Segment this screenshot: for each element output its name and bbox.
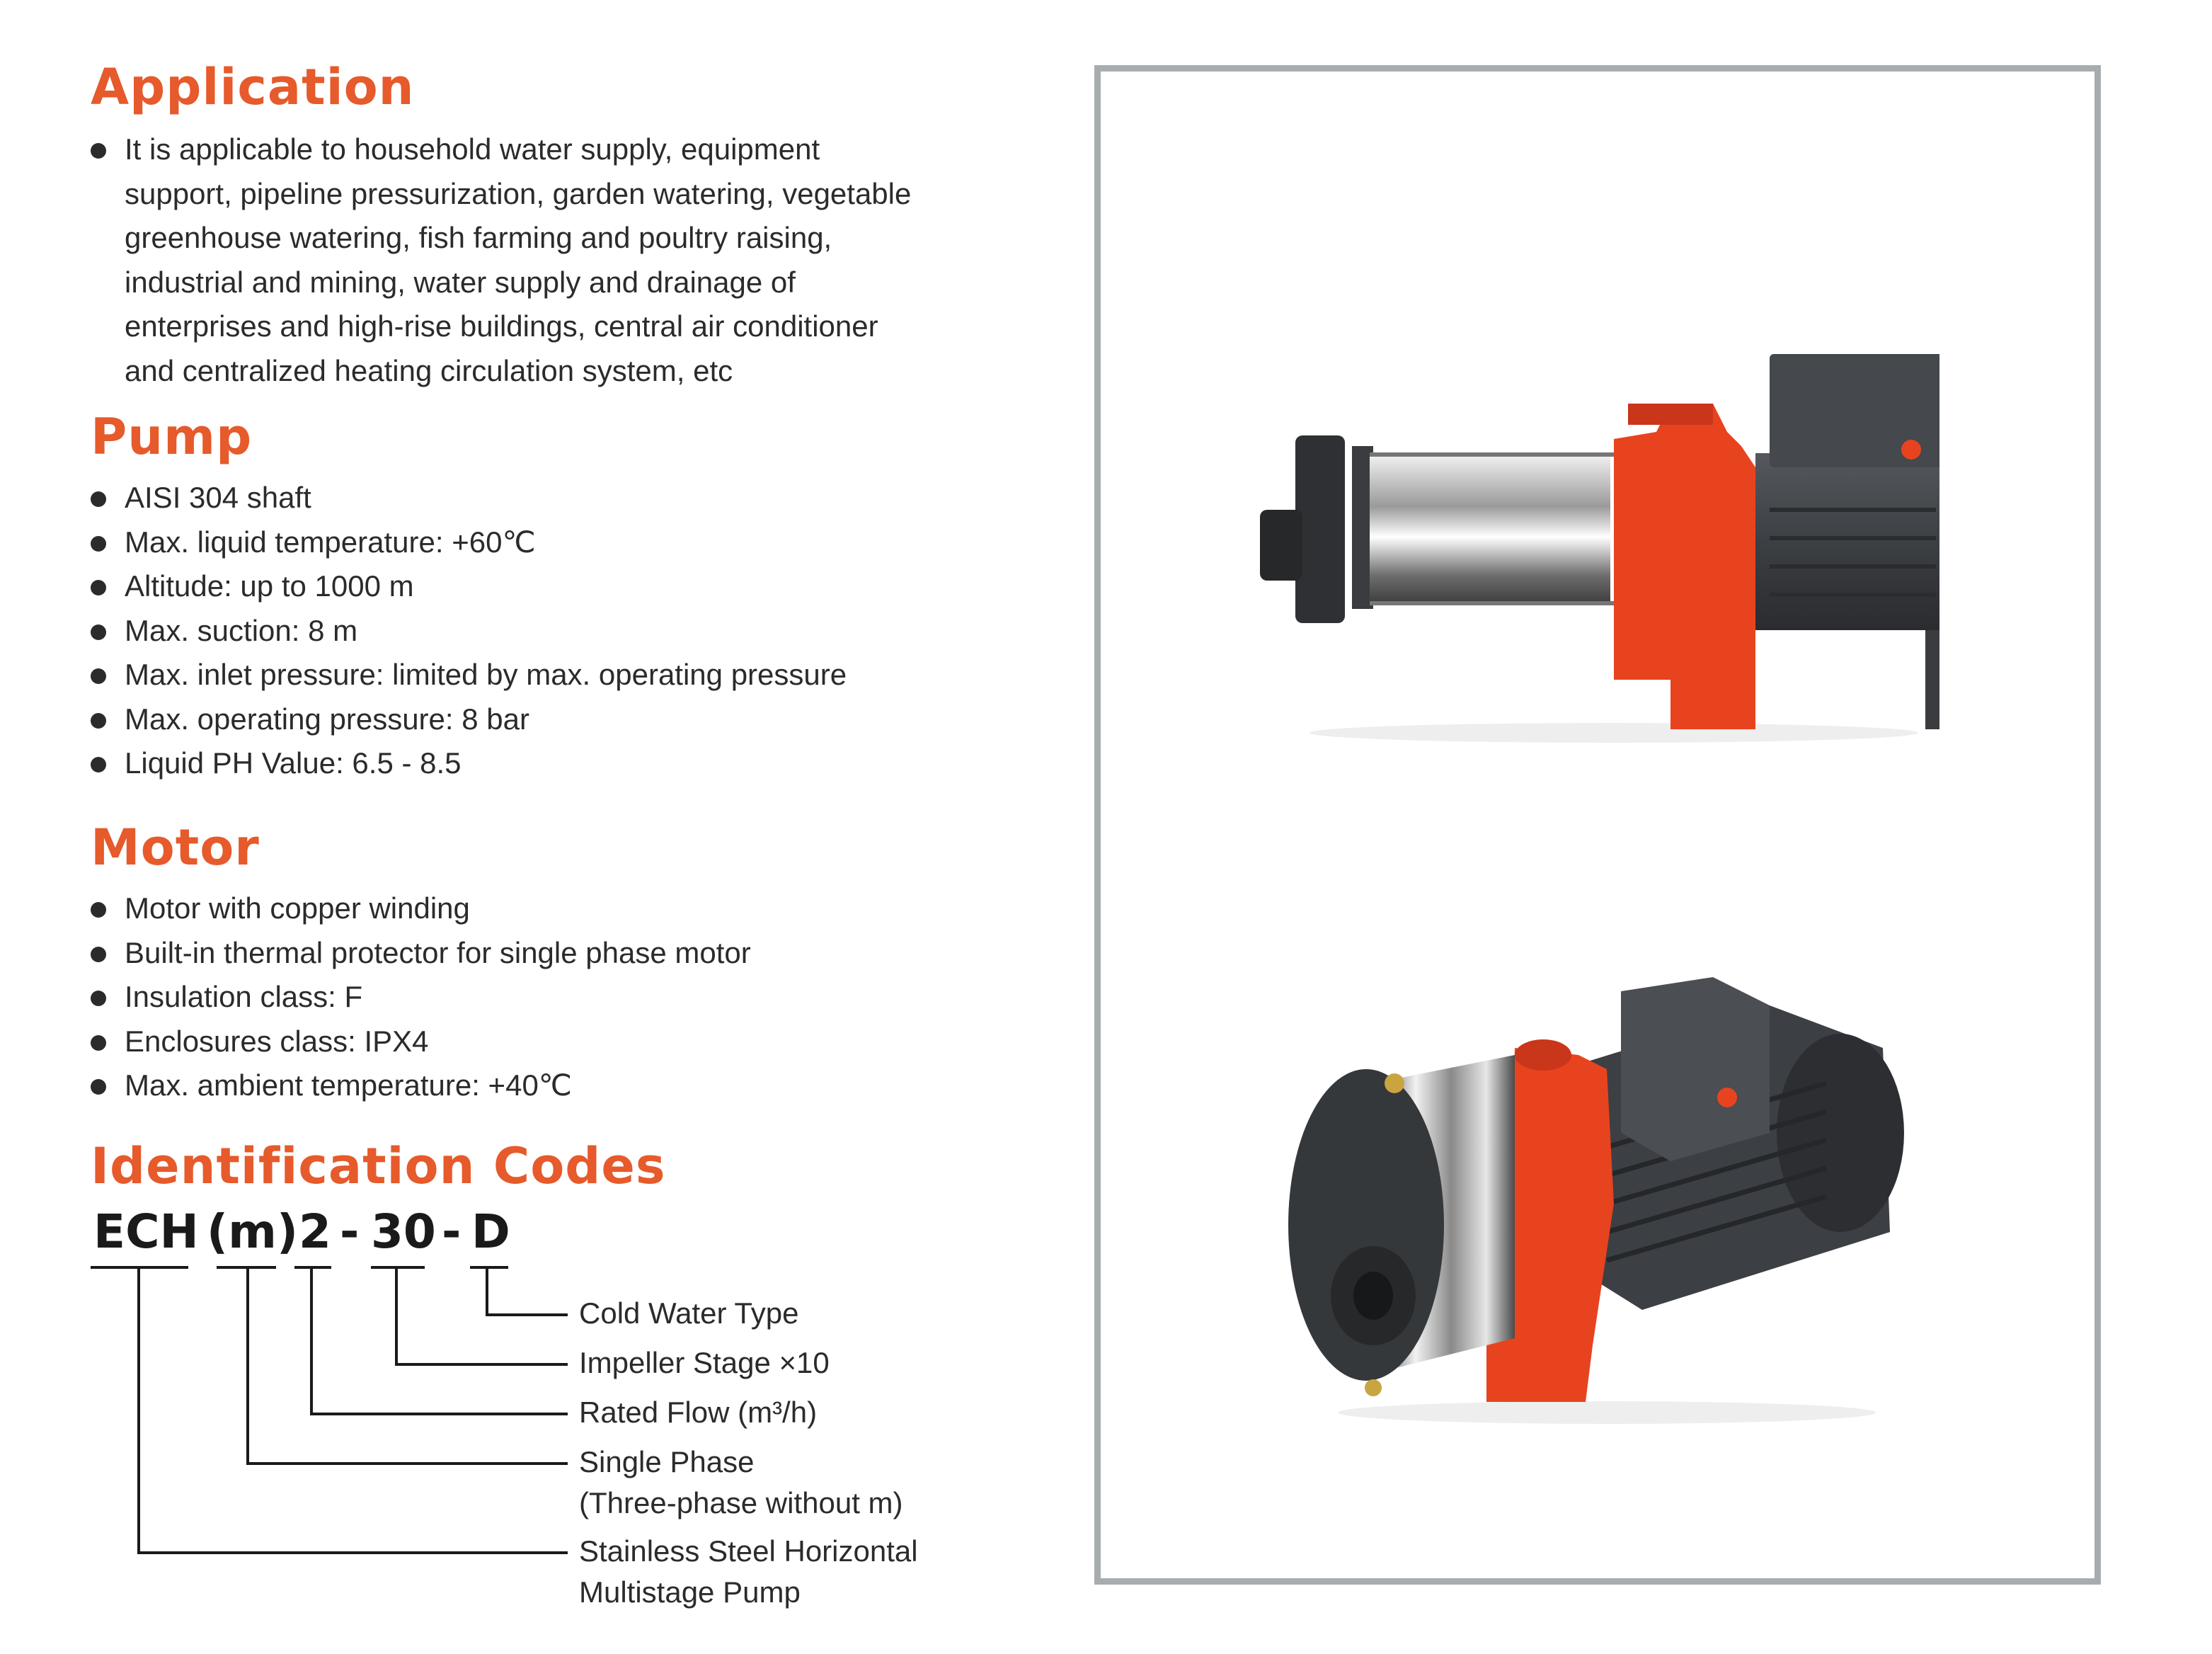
legend-rated-flow: Rated Flow (m³/h) [579,1396,818,1429]
code-connector-lines [0,0,991,1654]
legend-multistage-pump: Multistage Pump [579,1575,801,1609]
pump-feature-item: Liquid PH Value: 6.5 - 8.5 [91,741,1032,786]
application-text-line: and centralized heating circulation system, etc [125,353,733,387]
motor-heading: Motor [91,819,260,877]
code-part-series: ECH [93,1204,199,1259]
pump-side-view-image [1246,347,1939,743]
pump-feature-item: Max. inlet pressure: limited by max. operating pressure [91,653,1032,697]
legend-single-phase: Single Phase [579,1445,755,1478]
code-separator: - [442,1204,462,1259]
application-heading: Application [91,58,415,116]
application-text-line: support, pipeline pressurization, garden watering, vegetable [125,176,912,210]
application-text-line: It is applicable to household water supply, equipment [91,127,1032,172]
pump-heading: Pump [91,408,253,466]
motor-feature-item: Enclosures class: IPX4 [91,1020,1032,1064]
application-text-line: industrial and mining, water supply and drainage of [125,265,796,299]
application-text-line: greenhouse watering, fish farming and poultry raising, [125,221,832,254]
code-part-stage: 30 [371,1204,436,1259]
code-part-flow: 2 [299,1204,331,1259]
pump-feature-item: Max. operating pressure: 8 bar [91,697,1032,742]
motor-feature-item: Insulation class: F [91,975,1032,1020]
motor-feature-item: Motor with copper winding [91,886,1032,931]
pump-feature-item: Altitude: up to 1000 m [91,564,1032,609]
code-separator: - [340,1204,360,1259]
application-text-line: enterprises and high-rise buildings, central air conditioner [125,309,878,343]
legend-impeller-stage: Impeller Stage ×10 [579,1346,830,1379]
pump-feature-item: Max. liquid temperature: +60℃ [91,520,1032,565]
legend-three-phase: (Three-phase without m) [579,1486,903,1519]
code-part-phase: (m) [207,1204,299,1259]
pump-feature-item: Max. suction: 8 m [91,609,1032,654]
identification-heading: Identification Codes [91,1137,666,1195]
pump-feature-item: AISI 304 shaft [91,476,1032,520]
legend-stainless-steel: Stainless Steel Horizontal [579,1534,918,1568]
motor-feature-item: Max. ambient temperature: +40℃ [91,1063,1032,1108]
motor-feature-item: Built-in thermal protector for single phase motor [91,931,1032,976]
code-part-type: D [471,1204,510,1259]
pump-angled-view-image [1274,977,1911,1430]
legend-cold-water: Cold Water Type [579,1296,799,1330]
